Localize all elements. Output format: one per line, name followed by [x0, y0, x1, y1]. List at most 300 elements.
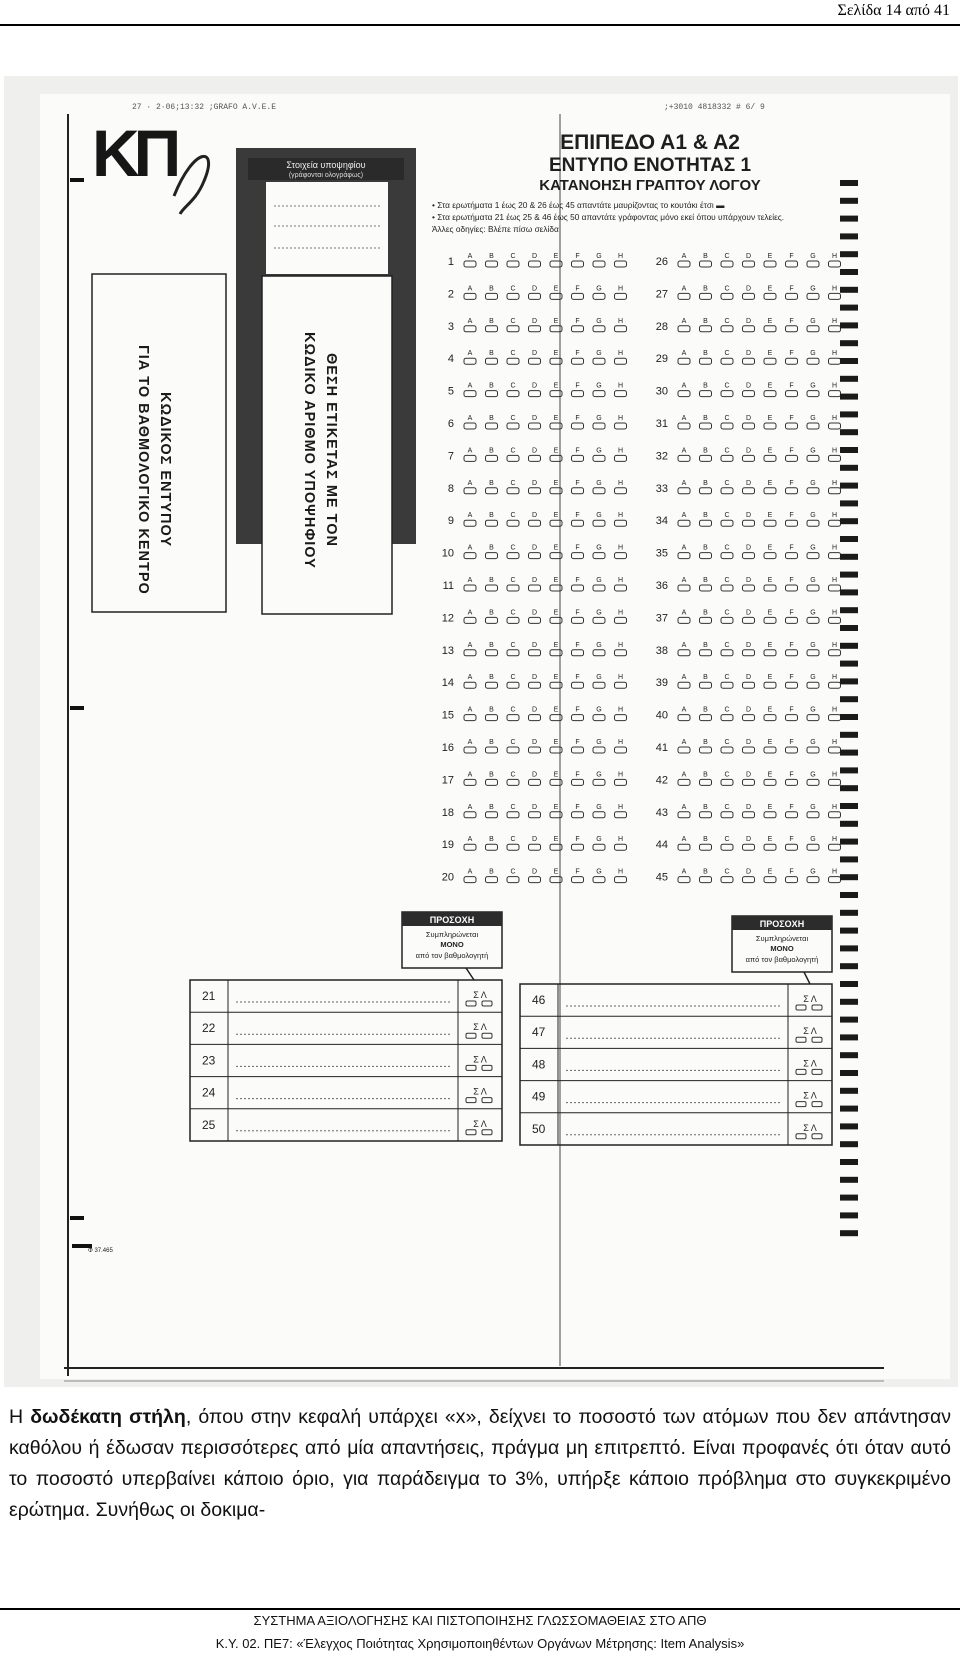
marker-symbols: Σ Λ — [803, 994, 817, 1004]
option-letter: E — [553, 253, 559, 260]
option-letter: C — [724, 382, 730, 390]
option-letter: H — [831, 285, 838, 293]
option-letter: E — [767, 447, 773, 455]
option-letter: A — [681, 285, 687, 293]
option-letter: E — [553, 706, 559, 714]
timing-mark — [840, 1052, 858, 1058]
option-letter: C — [724, 674, 730, 682]
option-letter: B — [489, 674, 494, 682]
option-letter: A — [467, 317, 473, 325]
option-letter: E — [553, 641, 559, 649]
option-letter: D — [745, 739, 752, 746]
option-letter: A — [467, 739, 473, 746]
option-letter: D — [745, 479, 752, 487]
option-letter: G — [596, 415, 602, 422]
question-number: 19 — [441, 839, 454, 852]
attention-line-2: ΜΟΝΟ — [770, 944, 794, 953]
open-question-number: 49 — [532, 1089, 546, 1104]
option-letter: B — [489, 739, 494, 746]
option-letter: G — [810, 771, 816, 779]
open-question-number: 23 — [202, 1053, 216, 1068]
question-number: 26 — [655, 256, 668, 268]
option-letter: B — [489, 512, 494, 520]
question-number: 10 — [441, 547, 454, 560]
footer-system-title: ΣΥΣΤΗΜΑ ΑΞΙΟΛΟΓΗΣΗΣ ΚΑΙ ΠΙΣΤΟΠΟΙΗΣΗΣ ΓΛΩΣΣΟΜΑΘΕΙΑΣ ΣΤΟ ΑΠΘ — [253, 1613, 707, 1628]
marker-symbols: Σ Λ — [473, 1118, 487, 1129]
option-letter: G — [596, 739, 602, 746]
scanned-answer-sheet — [4, 76, 958, 1387]
timing-mark — [840, 394, 858, 400]
sheet-title-line-3: ΚΑΤΑΝΟΗΣΗ ΓΡΑΠΤΟΥ ΛΟΓΟΥ — [539, 177, 761, 194]
option-letter: E — [553, 544, 559, 552]
option-letter: C — [724, 609, 730, 617]
option-letter: F — [789, 415, 794, 422]
option-letter: F — [575, 836, 580, 844]
option-letter: B — [489, 641, 494, 649]
question-number: 4 — [447, 353, 454, 366]
option-letter: H — [831, 836, 838, 844]
option-letter: A — [467, 674, 473, 682]
option-letter: H — [617, 674, 624, 682]
option-letter: G — [596, 577, 602, 584]
option-letter: C — [510, 674, 516, 682]
option-letter: E — [767, 803, 773, 811]
option-letter: C — [510, 285, 516, 293]
option-letter: B — [703, 479, 708, 487]
option-letter: F — [575, 706, 580, 714]
option-letter: E — [553, 803, 559, 811]
option-letter: D — [531, 253, 538, 260]
code-box-text — [132, 342, 176, 598]
timing-mark — [840, 447, 858, 453]
option-letter: D — [745, 836, 752, 844]
option-letter: E — [553, 415, 559, 422]
footer-divider — [0, 1608, 960, 1610]
option-letter: F — [575, 317, 580, 325]
option-letter: B — [489, 868, 494, 876]
option-letter: E — [553, 317, 559, 325]
option-letter: G — [810, 674, 816, 682]
timing-mark — [840, 376, 858, 382]
option-letter: D — [745, 771, 752, 779]
option-letter: A — [681, 771, 687, 779]
option-letter: B — [703, 836, 708, 844]
timing-mark — [840, 767, 858, 773]
option-letter: D — [531, 544, 538, 552]
option-letter: E — [767, 479, 773, 487]
option-letter: F — [789, 577, 794, 584]
option-letter: E — [767, 641, 773, 649]
option-letter: B — [703, 868, 708, 876]
option-letter: F — [789, 317, 794, 325]
option-letter: D — [531, 674, 538, 682]
option-letter: C — [510, 609, 516, 617]
question-number: 38 — [655, 644, 668, 657]
option-letter: G — [810, 253, 816, 260]
code-box-line-2: ΓΙΑ ΤΟ ΒΑΘΜΟΛΟΓΙΚΟ ΚΕΝΤΡΟ — [135, 345, 151, 595]
option-letter: F — [789, 609, 794, 617]
timing-mark — [840, 963, 858, 969]
option-letter: F — [575, 868, 580, 876]
option-letter: E — [767, 771, 773, 779]
question-number: 43 — [655, 806, 668, 819]
option-letter: E — [767, 836, 773, 844]
option-letter: H — [617, 868, 624, 876]
option-letter: F — [789, 479, 794, 487]
option-letter: B — [489, 803, 494, 811]
option-letter: G — [810, 577, 816, 584]
option-letter: H — [617, 512, 624, 520]
option-letter: F — [575, 577, 580, 584]
timing-mark — [840, 251, 858, 257]
question-number: 35 — [655, 547, 668, 560]
option-letter: B — [703, 317, 708, 325]
option-letter: H — [831, 641, 838, 649]
option-letter: B — [703, 803, 708, 811]
timing-mark — [840, 1177, 858, 1183]
question-number: 13 — [441, 644, 454, 657]
option-letter: B — [489, 771, 494, 779]
timing-mark — [840, 500, 858, 506]
option-letter: E — [767, 285, 773, 293]
question-number: 45 — [655, 871, 668, 884]
option-letter: D — [745, 285, 752, 293]
option-letter: G — [810, 706, 816, 714]
option-letter: G — [810, 350, 816, 358]
option-letter: B — [703, 544, 708, 552]
option-letter: A — [467, 512, 473, 520]
timing-mark — [840, 696, 858, 702]
option-letter: D — [531, 447, 538, 455]
option-letter: F — [575, 479, 580, 487]
option-letter: D — [745, 868, 752, 876]
marker-symbols: Σ Λ — [803, 1122, 817, 1133]
question-number: 41 — [655, 742, 668, 754]
code-box-line-1: ΚΩΔΙΚΟΣ ΕΝΤΥΠΟΥ — [157, 392, 173, 548]
question-number: 16 — [441, 742, 454, 754]
option-letter: C — [724, 479, 730, 487]
attention-title: ΠΡΟΣΟΧΗ — [429, 915, 475, 925]
timing-mark — [840, 287, 858, 293]
option-letter: H — [617, 479, 624, 487]
option-letter: C — [724, 415, 730, 422]
option-letter: D — [745, 415, 752, 422]
option-letter: D — [745, 447, 752, 455]
option-letter: H — [617, 447, 624, 455]
option-letter: E — [553, 350, 559, 358]
option-letter: E — [767, 706, 773, 714]
option-letter: F — [789, 706, 794, 714]
option-letter: F — [789, 868, 794, 876]
attention-line-2: ΜΟΝΟ — [440, 940, 464, 949]
option-letter: H — [831, 479, 838, 487]
footer-document-title: Κ.Υ. 02. ΠΕ7: «Έλεγχος Ποιότητας Χρησιμοποιηθέντων Οργάνων Μέτρησης: Item Analysis» — [215, 1636, 745, 1651]
option-letter: C — [510, 868, 516, 876]
option-letter: H — [831, 609, 838, 617]
option-letter: H — [831, 674, 838, 682]
attention-line-1: Συμπληρώνεται — [425, 930, 479, 939]
option-letter: H — [831, 544, 838, 552]
timing-mark — [840, 233, 858, 239]
attention-title: ΠΡΟΣΟΧΗ — [759, 919, 805, 929]
option-letter: C — [510, 641, 516, 649]
option-letter: E — [767, 609, 773, 617]
marker-symbols: Σ Λ — [473, 990, 487, 1000]
question-number: 33 — [655, 482, 668, 495]
option-letter: A — [681, 836, 687, 844]
marker-symbols: Σ Λ — [473, 1054, 487, 1065]
option-letter: F — [789, 674, 794, 682]
open-question-number: 50 — [532, 1121, 546, 1136]
option-letter: A — [681, 447, 687, 455]
option-letter: F — [575, 771, 580, 779]
timing-mark — [840, 1212, 858, 1218]
option-letter: E — [767, 739, 773, 746]
option-letter: H — [831, 253, 838, 260]
timing-mark — [840, 981, 858, 987]
option-letter: D — [745, 512, 752, 520]
option-letter: H — [831, 382, 838, 390]
option-letter: H — [831, 771, 838, 779]
option-letter: H — [617, 382, 624, 390]
option-letter: H — [617, 253, 624, 260]
option-letter: B — [703, 285, 708, 293]
option-letter: E — [553, 512, 559, 520]
option-letter: H — [617, 771, 624, 779]
option-letter: F — [575, 350, 580, 358]
option-letter: F — [789, 350, 794, 358]
option-letter: D — [531, 739, 538, 746]
option-letter: E — [553, 609, 559, 617]
option-letter: F — [789, 771, 794, 779]
option-letter: B — [703, 771, 708, 779]
option-letter: C — [724, 771, 730, 779]
logo-text: ΚΠ — [92, 116, 176, 190]
option-letter: E — [553, 285, 559, 293]
option-letter: B — [489, 350, 494, 358]
option-letter: B — [703, 253, 708, 260]
question-number: 9 — [447, 515, 454, 528]
fax-strip-right: ;+3010 4818332 # 6/ 9 — [664, 103, 765, 112]
timing-mark — [840, 910, 858, 916]
option-letter: B — [489, 415, 494, 422]
option-letter: B — [703, 706, 708, 714]
option-letter: C — [724, 447, 730, 455]
option-letter: H — [831, 739, 838, 746]
option-letter: D — [745, 382, 752, 390]
question-number: 18 — [441, 806, 454, 819]
question-number: 44 — [655, 839, 668, 852]
option-letter: D — [745, 674, 752, 682]
option-letter: C — [724, 868, 730, 876]
option-letter: D — [745, 641, 752, 649]
option-letter: A — [681, 253, 687, 260]
option-letter: C — [724, 253, 730, 260]
option-letter: D — [531, 479, 538, 487]
option-letter: A — [467, 350, 473, 358]
option-letter: D — [531, 415, 538, 422]
candidate-box-title: Στοιχεία υποψηφίου — [286, 160, 366, 170]
option-letter: D — [745, 577, 752, 584]
timing-mark — [840, 1141, 858, 1147]
option-letter: G — [810, 641, 816, 649]
option-letter: H — [617, 641, 624, 649]
option-letter: G — [596, 544, 602, 552]
option-letter: D — [531, 609, 538, 617]
option-letter: G — [810, 739, 816, 746]
timing-mark — [840, 839, 858, 845]
timing-mark — [840, 340, 858, 346]
timing-mark — [840, 785, 858, 791]
question-number: 3 — [447, 320, 454, 333]
option-letter: F — [575, 253, 580, 260]
option-letter: G — [810, 382, 816, 390]
option-letter: A — [681, 706, 687, 714]
timing-mark — [840, 821, 858, 827]
question-number: 27 — [655, 288, 668, 301]
option-letter: C — [510, 706, 516, 714]
timing-mark — [840, 874, 858, 880]
option-letter: E — [553, 674, 559, 682]
question-number: 20 — [441, 871, 454, 884]
option-letter: F — [789, 739, 794, 746]
option-letter: B — [489, 577, 494, 584]
option-letter: C — [510, 803, 516, 811]
option-letter: F — [789, 641, 794, 649]
question-number: 34 — [655, 515, 668, 528]
paragraph-lead: Η — [9, 1406, 31, 1428]
question-number: 32 — [655, 450, 668, 463]
option-letter: A — [467, 479, 473, 487]
option-letter: D — [745, 609, 752, 617]
option-letter: B — [489, 285, 494, 293]
option-letter: A — [467, 836, 473, 844]
sheet-title-line-1: ΕΠΙΠΕΔΟ Α1 & Α2 — [560, 131, 740, 154]
instruction-2: • Στα ερωτήματα 21 έως 25 & 46 έως 50 απαντάτε γράφοντας μόνο εκεί όπου υπάρχουν τελείες. — [432, 212, 785, 222]
question-number: 15 — [441, 709, 454, 722]
option-letter: F — [789, 836, 794, 844]
option-letter: D — [531, 868, 538, 876]
option-letter: E — [553, 739, 559, 746]
option-letter: D — [531, 577, 538, 584]
option-letter: C — [724, 577, 730, 584]
timing-mark — [840, 1070, 858, 1076]
option-letter: G — [596, 706, 602, 714]
option-letter: E — [553, 382, 559, 390]
option-letter: C — [510, 836, 516, 844]
timing-mark — [840, 661, 858, 667]
option-letter: B — [489, 317, 494, 325]
option-letter: H — [831, 868, 838, 876]
option-letter: G — [810, 803, 816, 811]
label-box-line-2: ΚΩΔΙΚΟ ΑΡΙΘΜΟ ΥΠΟΨΗΦΙΟΥ — [301, 331, 317, 569]
option-letter: D — [745, 706, 752, 714]
option-letter: A — [467, 868, 473, 876]
attention-line-3: από τον βαθμολογητή — [745, 955, 819, 964]
option-letter: F — [789, 382, 794, 390]
timing-mark — [840, 198, 858, 204]
timing-mark — [840, 945, 858, 951]
body-paragraph — [9, 1402, 951, 1526]
option-letter: A — [467, 544, 473, 552]
option-letter: H — [831, 350, 838, 358]
option-letter: G — [810, 415, 816, 422]
timing-mark — [840, 358, 858, 364]
attention-line-3: από τον βαθμολογητή — [415, 951, 489, 960]
option-letter: A — [681, 674, 687, 682]
option-letter: G — [810, 836, 816, 844]
option-letter: G — [810, 317, 816, 325]
option-letter: B — [489, 544, 494, 552]
option-letter: E — [767, 382, 773, 390]
option-letter: C — [510, 350, 516, 358]
question-number: 6 — [447, 418, 454, 430]
option-letter: A — [467, 771, 473, 779]
option-letter: B — [703, 512, 708, 520]
page-number: Σελίδα 14 από 41 — [837, 2, 950, 19]
timing-mark — [840, 1123, 858, 1129]
marker-symbols: Σ Λ — [803, 1026, 817, 1037]
option-letter: F — [575, 447, 580, 455]
option-letter: A — [467, 577, 473, 584]
option-letter: H — [617, 706, 624, 714]
option-letter: E — [767, 868, 773, 876]
question-number: 7 — [447, 450, 454, 463]
option-letter: B — [489, 479, 494, 487]
option-letter: G — [810, 868, 816, 876]
option-letter: D — [745, 317, 752, 325]
option-letter: C — [724, 836, 730, 844]
question-number: 8 — [447, 482, 454, 495]
option-letter: C — [724, 641, 730, 649]
option-letter: F — [575, 285, 580, 293]
option-letter: E — [767, 350, 773, 358]
option-letter: C — [724, 544, 730, 552]
answer-sheet-drawing — [4, 76, 958, 1387]
option-letter: G — [810, 447, 816, 455]
option-letter: F — [789, 285, 794, 293]
timing-mark — [840, 216, 858, 222]
timing-mark — [840, 322, 858, 328]
timing-mark — [840, 999, 858, 1005]
option-letter: H — [617, 803, 624, 811]
option-letter: A — [681, 317, 687, 325]
option-letter: B — [703, 577, 708, 584]
timing-mark — [840, 1034, 858, 1040]
option-letter: H — [831, 706, 838, 714]
option-letter: F — [575, 674, 580, 682]
option-letter: H — [617, 350, 624, 358]
question-number: 2 — [447, 288, 454, 301]
option-letter: C — [510, 317, 516, 325]
option-letter: F — [575, 382, 580, 390]
instruction-1: • Στα ερωτήματα 1 έως 20 & 26 έως 45 απαντάτε μαυρίζοντας το κουτάκι έτσι ▬ — [432, 200, 725, 210]
option-letter: G — [596, 447, 602, 455]
timing-mark — [840, 411, 858, 417]
timing-mark — [840, 732, 858, 738]
timing-mark — [840, 465, 858, 471]
option-letter: A — [681, 382, 687, 390]
question-number: 36 — [655, 580, 668, 592]
question-number: 31 — [655, 418, 668, 430]
option-letter: A — [681, 512, 687, 520]
option-letter: H — [617, 317, 624, 325]
option-letter: B — [489, 382, 494, 390]
question-number: 37 — [655, 612, 668, 625]
option-letter: E — [553, 447, 559, 455]
option-letter: D — [745, 544, 752, 552]
option-letter: F — [575, 609, 580, 617]
